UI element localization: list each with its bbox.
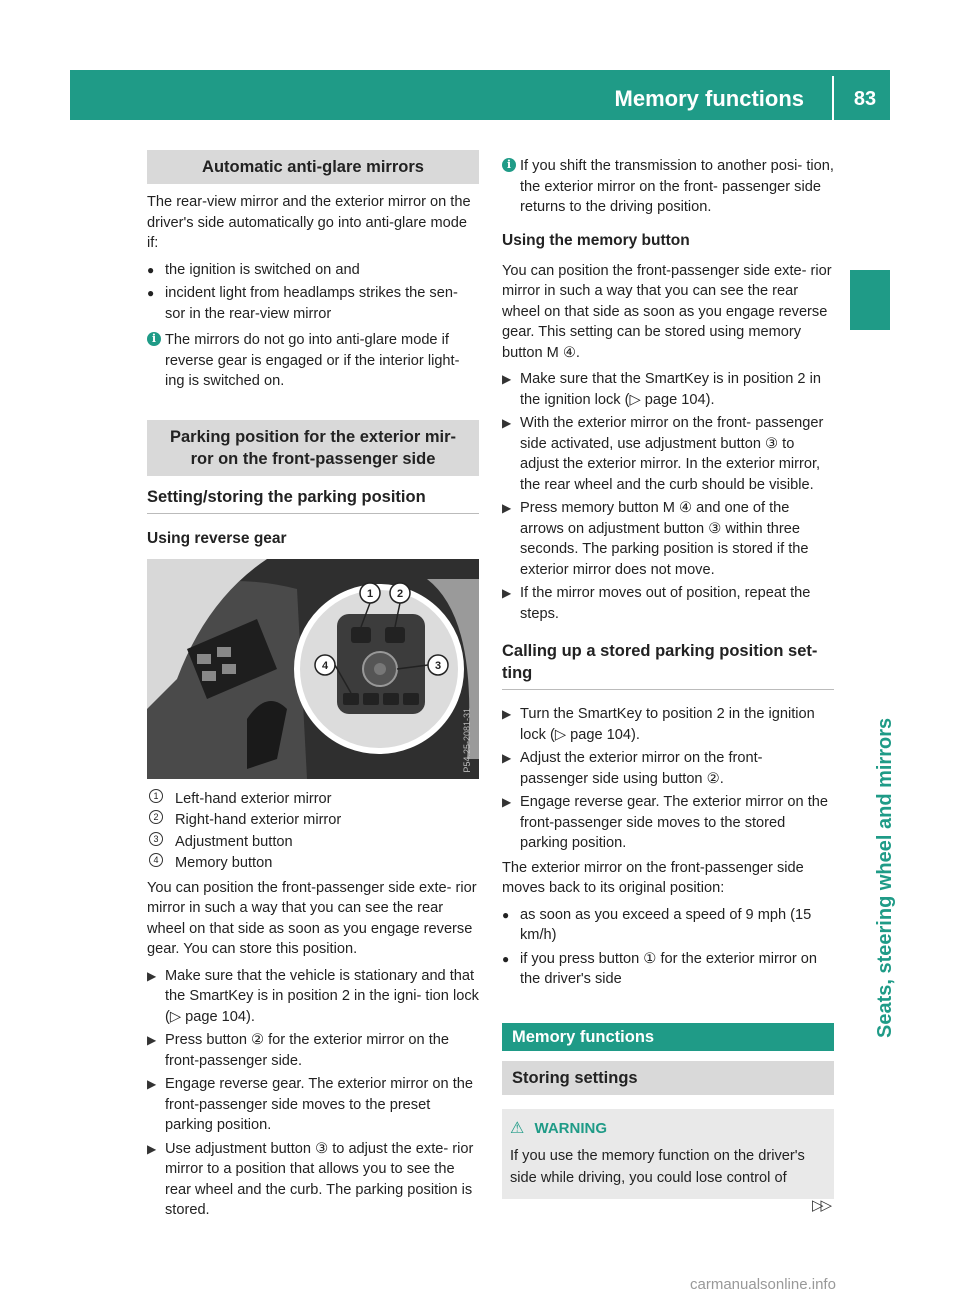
svg-text:3: 3 (434, 659, 442, 672)
step-item (502, 792, 834, 854)
step-text: Use adjustment button ③ to adjust the exte- rior mirror to a position that allows you to see the rear wheel and the curb. The parking position is stored. (165, 1140, 474, 1218)
step-text: If the mirror moves out of position, repeat the steps. (520, 585, 811, 622)
legend-label: Right-hand exterior mirror (175, 812, 342, 828)
watermark: carmanualsonline.info (690, 1276, 836, 1293)
step-item (147, 1139, 479, 1221)
svg-text:2: 2 (396, 587, 404, 600)
list-item (147, 283, 479, 324)
anti-glare-heading: Automatic anti-glare mirrors (147, 150, 479, 184)
step-text: With the exterior mirror on the front- passenger side activated, use adjustment button ③ to adjust the exterior mirror. In the exterior mirror, the rear wheel and the curb should be visible. (520, 415, 824, 493)
memory-button-paragraph: You can position the front-passenger side exte- rior mirror in such a way that you can see the rear wheel on that side as soon as you engage reverse gear. This setting can be stored using memory button M ④. (502, 262, 832, 361)
step-item (147, 966, 479, 1028)
parking-heading: Parking position for the exterior mir- ror on the front-passenger side (147, 420, 479, 476)
step-arrow-icon: ▶ (502, 501, 512, 515)
page-number: 83 (853, 88, 877, 110)
svg-text:4: 4 (321, 659, 329, 672)
step-text: Press memory button M ④ and one of the arrows on adjustment button ③ within three seconds. The parking position is stored if the exterior mirror does not move. (520, 500, 809, 578)
section-title: Memory functions (614, 86, 804, 111)
chapter-label (852, 338, 896, 1038)
list-item (147, 260, 479, 281)
calling-up-paragraph: The exterior mirror on the front-passenger side moves back to its original position: (502, 859, 804, 896)
chapter-label-text: Seats, steering wheel and mirrors (874, 717, 896, 1038)
warning-box (502, 1109, 834, 1200)
warning-text: If you use the memory function on the driver's side while driving, you could lose control of (510, 1148, 805, 1186)
legend-item (147, 832, 479, 853)
legend-label: Memory button (175, 855, 273, 871)
step-item (502, 498, 834, 580)
step-text: Press button ② for the exterior mirror on the front-passenger side. (165, 1032, 449, 1069)
memory-button-heading: Using the memory button (502, 231, 690, 249)
list-item-text: as soon as you exceed a speed of 9 mph (15 km/h) (520, 906, 812, 943)
legend-item (147, 853, 479, 874)
anti-glare-intro: The rear-view mirror and the exterior mirror on the driver's side automatically go into anti-glare mode if: (147, 194, 471, 251)
legend-item (147, 810, 479, 831)
storing-settings-heading: Storing settings (502, 1061, 834, 1095)
right-column (502, 146, 834, 1199)
step-arrow-icon: ▶ (147, 968, 157, 983)
list-item (502, 905, 834, 946)
step-text: Engage reverse gear. The exterior mirror on the front-passenger side moves to the preset parking position. (165, 1076, 473, 1133)
continue-mark: ▷▷ (812, 1197, 830, 1214)
step-text: Engage reverse gear. The exterior mirror on the front-passenger side moves to the stored parking position. (520, 794, 828, 851)
step-text: Turn the SmartKey to position 2 in the ignition lock (▷ page 104). (520, 706, 815, 743)
step-text: Make sure that the vehicle is stationary and that the SmartKey is in position 2 in the igni- tion lock (▷ page 104). (165, 967, 479, 1025)
bullet-icon: ● (502, 951, 510, 966)
legend-label: Left-hand exterior mirror (175, 790, 332, 807)
step-text: Adjust the exterior mirror on the front- passenger side using button ②. (520, 750, 763, 787)
step-item (502, 748, 834, 789)
legend-number: 3 (149, 832, 163, 846)
header-band (70, 70, 890, 120)
step-item (147, 1030, 479, 1071)
warning-title: WARNING (534, 1119, 608, 1137)
step-arrow-icon: ▶ (502, 416, 512, 430)
step-item (147, 1074, 479, 1136)
legend-number: 1 (149, 789, 163, 803)
step-item (502, 369, 834, 410)
list-item-text: if you press button ① for the exterior mirror on the driver's side (520, 950, 817, 987)
list-item (502, 949, 834, 990)
step-arrow-icon: ▶ (502, 795, 512, 809)
parking-paragraph: You can position the front-passenger side exte- rior mirror in such a way that you can see the rear wheel on that side as soon as you engage reverse gear. You can store this position. (147, 879, 477, 957)
step-arrow-icon: ▶ (502, 707, 512, 721)
parking-subheading: Setting/storing the parking position (147, 486, 479, 514)
info-note (502, 156, 834, 218)
calling-up-heading: Calling up a stored parking position set- ting (502, 640, 834, 690)
step-arrow-icon: ▶ (502, 586, 512, 600)
left-column (147, 146, 479, 1224)
bullet-icon: ● (502, 907, 510, 922)
legend-number: 2 (149, 810, 163, 824)
info-text: If you shift the transmission to another posi- tion, the exterior mirror on the front- passenger side returns to the driving position. (520, 158, 834, 215)
step-arrow-icon: ▶ (502, 372, 512, 386)
step-item (502, 583, 834, 624)
legend-label: Adjustment button (175, 833, 293, 850)
step-arrow-icon: ▶ (502, 751, 512, 765)
bullet-icon: ● (147, 286, 155, 300)
legend-number: 4 (149, 853, 163, 867)
info-icon: i (502, 158, 516, 172)
door-panel-illustration (147, 559, 479, 779)
info-icon: i (147, 332, 161, 346)
legend-item (147, 789, 479, 810)
reverse-gear-heading: Using reverse gear (147, 529, 287, 547)
step-arrow-icon: ▶ (147, 1141, 157, 1156)
warning-header (510, 1119, 826, 1140)
memory-functions-heading: Memory functions (502, 1023, 834, 1051)
info-text: The mirrors do not go into anti-glare mode if reverse gear is engaged or if the interior light- ing is switched on. (165, 332, 460, 389)
step-arrow-icon: ▶ (147, 1033, 157, 1047)
bullet-icon: ● (147, 262, 155, 277)
list-item-text: the ignition is switched on and (165, 261, 360, 278)
door-panel-figure (147, 559, 479, 779)
step-arrow-icon: ▶ (147, 1077, 157, 1091)
list-item-text: incident light from headlamps strikes the sen- sor in the rear-view mirror (165, 285, 458, 322)
step-item (502, 704, 834, 745)
step-item (502, 413, 834, 495)
header-separator (832, 76, 834, 120)
warning-triangle-icon: ⚠ (510, 1119, 525, 1137)
chapter-tab (850, 270, 890, 330)
step-text: Make sure that the SmartKey is in position 2 in the ignition lock (▷ page 104). (520, 371, 821, 408)
svg-text:1: 1 (366, 587, 374, 600)
info-note (147, 330, 479, 392)
figure-code: P54.25-2081-31 (461, 707, 472, 773)
